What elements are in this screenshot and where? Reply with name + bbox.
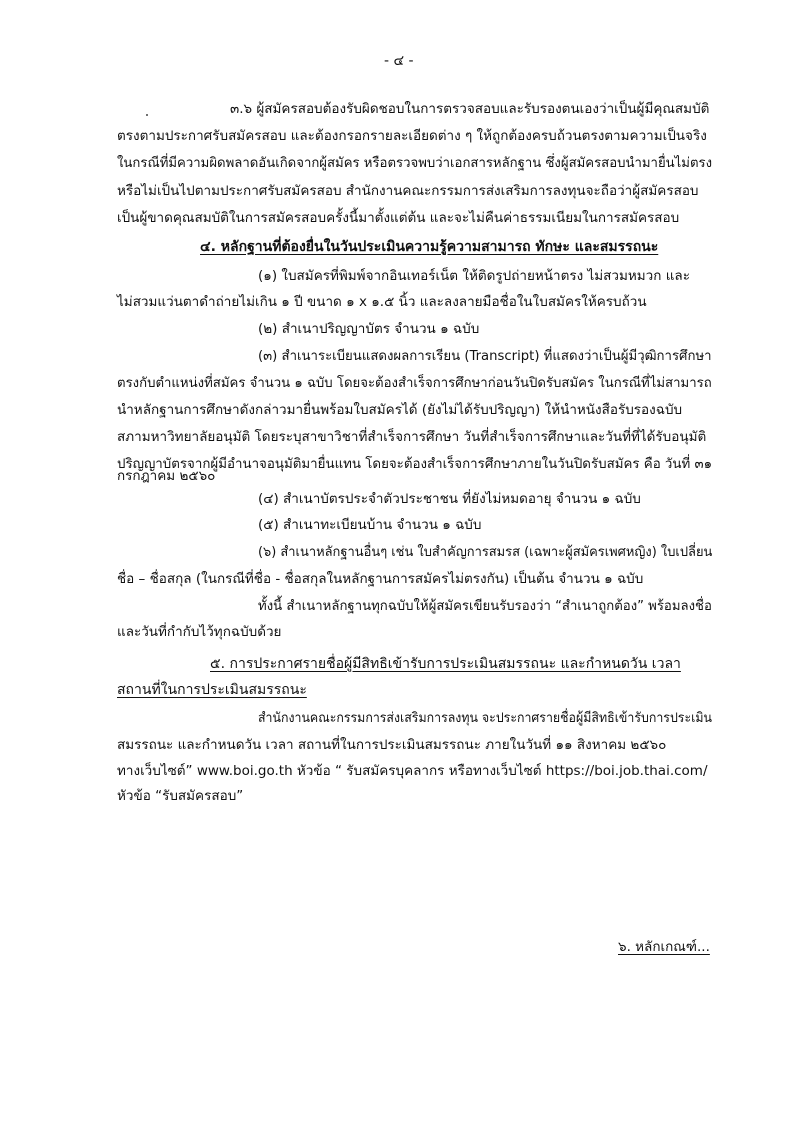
page-number: - ๔ - [384,53,414,69]
paragraph-line: หัวข้อ “รับสมัครสอบ” [117,788,244,804]
note-line: และวันที่กำกับไว้ทุกฉบับด้วย [117,624,282,640]
list-item-3-line: (๓) สำเนาระเบียนแสดงผลการเรียน (Transcript) ที่แสดงว่าเป็นผู้มีวุฒิการศึกษา [258,348,712,364]
paragraph-line: ๓.๖ ผู้สมัครสอบต้องรับผิดชอบในการตรวจสอบและรับรองตนเองว่าเป็นผู้มีคุณสมบัติ [230,101,710,117]
list-item-3-line: สภามหาวิทยาลัยอนุมัติ โดยระบุสาขาวิชาที่สำเร็จการศึกษา วันที่สำเร็จการศึกษาและวันที่ที่ได้รับอนุมัติ [117,429,707,445]
list-item-3-line: กรกฎาคม ๒๕๖๐ [117,468,216,484]
section-4-heading: ๔. หลักฐานที่ต้องยื่นในวันประเมินความรู้ความสามารถ ทักษะ และสมรรถนะ [200,239,659,255]
list-item-4: (๔) สำเนาบัตรประจำตัวประชาชน ที่ยังไม่หมดอายุ จำนวน ๑ ฉบับ [258,491,641,507]
list-item-6-line: (๖) สำเนาหลักฐานอื่นๆ เช่น ใบสำคัญการสมรส (เฉพาะผู้สมัครเพศหญิง) ใบเปลี่ยน [258,544,713,560]
paragraph-line: สมรรถนะ และกำหนดวัน เวลา สถานที่ในการประเมินสมรรถนะ ภายในวันที่ ๑๑ สิงหาคม ๒๕๖๐ [117,737,667,753]
list-item-3-line: ปริญญาบัตรจากผู้มีอำนาจอนุมัติมายื่นแทน โดยจะต้องสำเร็จการศึกษาภายในวันปิดรับสมัคร คือ วันที่ ๓๑ [117,456,713,472]
list-item-2: (๒) สำเนาปริญญาบัตร จำนวน ๑ ฉบับ [258,321,480,337]
note-line: ทั้งนี้ สำเนาหลักฐานทุกฉบับให้ผู้สมัครเขียนรับรองว่า “สำเนาถูกต้อง” พร้อมลงชื่อ [258,598,712,614]
list-item-3-line: นำหลักฐานการศึกษาดังกล่าวมายื่นพร้อมใบสมัครได้ (ยังไม่ได้รับปริญญา) ให้นำหนังสือรับรองฉบับ [117,402,683,418]
paragraph-line: ทางเว็บไซต์” www.boi.go.th หัวข้อ “ รับสมัครบุคลากร หรือทางเว็บไซต์ https://boi.job.thai.com/ [117,763,708,779]
list-item-1-line: ไม่สวมแว่นตาดำถ่ายไม่เกิน ๑ ปี ขนาด ๑ x ๑.๕ นิ้ว และลงลายมือชื่อในใบสมัครให้ครบถ้วน [117,294,647,310]
section-5-heading: สถานที่ในการประเมินสมรรถนะ [117,682,307,698]
list-item-3-line: ตรงกับตำแหน่งที่สมัคร จำนวน ๑ ฉบับ โดยจะต้องสำเร็จการศึกษาก่อนวันปิดรับสมัคร ในกรณีที่ไม่สามารถ [117,375,712,391]
list-item-6-line: ชื่อ – ชื่อสกุล (ในกรณีที่ชื่อ - ชื่อสกุลในหลักฐานการสมัครไม่ตรงกัน) เป็นต้น จำนวน ๑ ฉบับ [117,571,644,587]
section-5-heading: ๕. การประกาศรายชื่อผู้มีสิทธิเข้ารับการประเมินสมรรถนะ และกำหนดวัน เวลา [210,656,681,672]
paragraph-line: ในกรณีที่มีความผิดพลาดอันเกิดจากผู้สมัคร หรือตรวจพบว่าเอกสารหลักฐาน ซึ่งผู้สมัครสอบนำมายื่นไม่ตรง [117,155,713,171]
paragraph-line: สำนักงานคณะกรรมการส่งเสริมการลงทุน จะประกาศรายชื่อผู้มีสิทธิเข้ารับการประเมิน [258,710,712,726]
list-item-1-line: (๑) ใบสมัครที่พิมพ์จากอินเทอร์เน็ต ให้ติดรูปถ่ายหน้าตรง ไม่สวมหมวก และ [258,268,690,284]
paragraph-line: หรือไม่เป็นไปตามประกาศรับสมัครสอบ สำนักงานคณะกรรมการส่งเสริมการลงทุนจะถือว่าผู้สมัครสอบ [117,183,699,199]
next-page-indicator: ๖. หลักเกณฑ์... [618,939,710,955]
paragraph-line: ตรงตามประกาศรับสมัครสอบ และต้องกรอกรายละเอียดต่าง ๆ ให้ถูกต้องครบถ้วนตรงตามความเป็นจริง [117,128,707,144]
scan-speck [146,114,148,116]
list-item-5: (๕) สำเนาทะเบียนบ้าน จำนวน ๑ ฉบับ [258,517,482,533]
paragraph-line: เป็นผู้ขาดคุณสมบัติในการสมัครสอบครั้งนี้มาตั้งแต่ต้น และจะไม่คืนค่าธรรมเนียมในการสมัครสอบ [117,210,680,226]
